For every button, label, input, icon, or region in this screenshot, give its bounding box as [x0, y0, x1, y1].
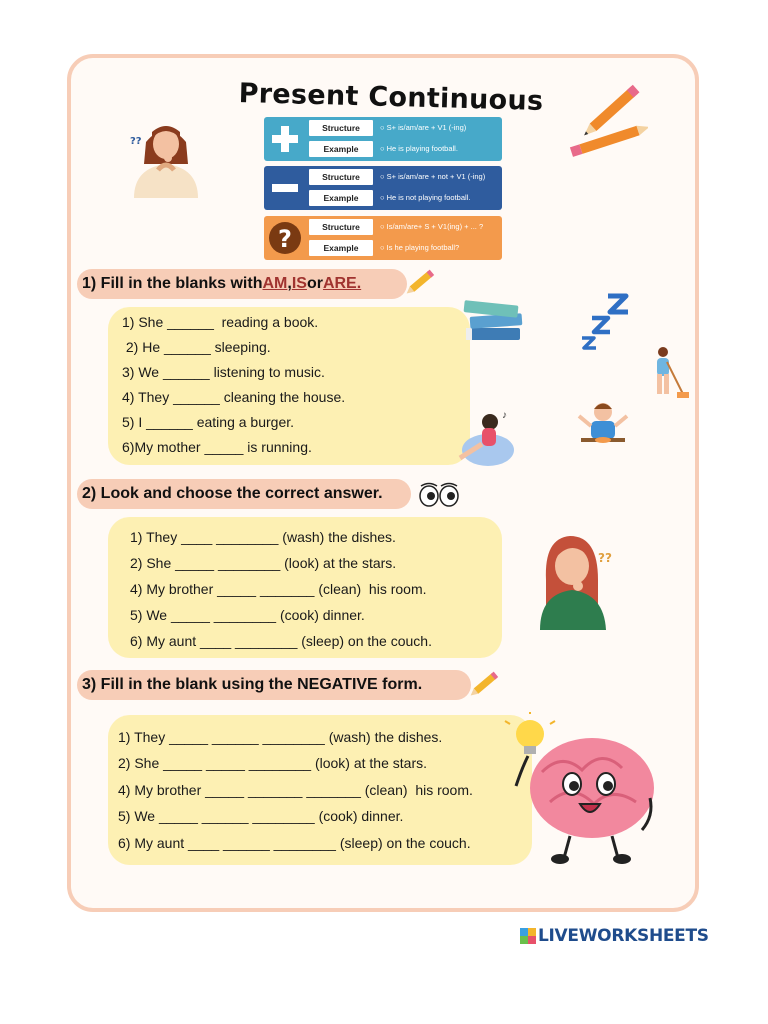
heading-text: 1) Fill in the blanks with — [82, 275, 263, 292]
exercise-item: 1) They _____ ______ ________ (wash) the dishes. — [118, 729, 443, 745]
thinking-person-illustration — [128, 112, 206, 202]
liveworksheets-logo-icon — [520, 928, 536, 944]
svg-text:♪: ♪ — [502, 410, 507, 421]
pencils-illustration — [566, 80, 648, 162]
boy-eating-illustration — [573, 400, 633, 450]
highlight-are: ARE. — [322, 275, 362, 292]
exercise-item: 4) They ______ cleaning the house. — [122, 389, 346, 405]
example-label: Example — [309, 240, 373, 256]
exercise-item: 6) My aunt ____ ______ ________ (sleep) on the couch. — [118, 835, 471, 851]
structure-value: ○ S+ is/am/are + not + V1 (-ing) — [380, 172, 485, 181]
exercise-item: 5) We _____ ________ (cook) dinner. — [130, 607, 365, 623]
structure-row-question — [264, 216, 502, 260]
sleeping-z-icon — [578, 290, 632, 354]
exercise-item: 1) She ______ reading a book. — [122, 314, 319, 330]
plus-icon — [264, 117, 306, 161]
example-value: ○ Is he playing football? — [380, 243, 459, 252]
highlight-is: IS — [291, 275, 307, 292]
section2-heading: 2) Look and choose the correct answer. — [77, 479, 411, 509]
example-value: ○ He is playing football. — [380, 144, 458, 153]
heading-separator: , — [287, 275, 292, 292]
svg-text:?: ? — [278, 225, 292, 253]
exercise-item: 3) We ______ listening to music. — [122, 364, 325, 380]
question-icon — [264, 216, 306, 260]
heading-separator: or — [306, 275, 323, 292]
minus-icon — [264, 166, 306, 210]
structure-label: Structure — [309, 120, 373, 136]
structure-label: Structure — [309, 169, 373, 185]
exercise-item: 2) She _____ ________ (look) at the stars. — [130, 555, 397, 571]
exercise-item: 5) We _____ ______ ________ (cook) dinner. — [118, 808, 404, 824]
svg-text:??: ?? — [598, 551, 612, 565]
example-label: Example — [309, 141, 373, 157]
liveworksheets-logo — [520, 926, 709, 946]
example-value: ○ He is not playing football. — [380, 193, 470, 202]
thinking-girl-illustration — [536, 530, 620, 632]
exercise-item: 2) She _____ _____ ________ (look) at the stars. — [118, 755, 427, 771]
exercise-item: 2) He ______ sleeping. — [122, 339, 271, 355]
structure-value: ○ S+ is/am/are + V1 (-ing) — [380, 123, 466, 132]
pencil-icon — [466, 668, 502, 702]
eyes-icon — [419, 482, 459, 508]
structure-value: ○ Is/am/are+ S + V1(ing) + ... ? — [380, 222, 483, 231]
page-title: Present Continuous — [238, 78, 544, 117]
exercise-item: 6) My aunt ____ ________ (sleep) on the couch. — [130, 633, 432, 649]
structure-label: Structure — [309, 219, 373, 235]
brain-mascot-illustration — [502, 712, 662, 868]
svg-text:??: ?? — [130, 136, 142, 147]
section3-heading: 3) Fill in the blank using the NEGATIVE form. — [77, 670, 471, 700]
section1-heading — [77, 269, 407, 299]
pencil-icon — [402, 266, 438, 300]
exercise-item: 5) I ______ eating a burger. — [122, 414, 295, 430]
exercise-item: 1) They ____ ________ (wash) the dishes. — [130, 529, 396, 545]
exercise-item: 6)My mother _____ is running. — [122, 439, 312, 455]
cleaning-person-illustration — [643, 344, 691, 402]
brand-name: LIVEWORKSHEETS — [538, 926, 709, 946]
exercise-item: 4) My brother _____ _______ _______ (clean) his room. — [118, 782, 473, 798]
structure-row-negative — [264, 166, 502, 210]
girl-listening-music-illustration — [452, 408, 518, 468]
highlight-am: AM — [262, 275, 288, 292]
books-illustration — [462, 298, 526, 346]
example-label: Example — [309, 190, 373, 206]
exercise-item: 4) My brother _____ _______ (clean) his room. — [130, 581, 427, 597]
structure-row-affirmative — [264, 117, 502, 161]
